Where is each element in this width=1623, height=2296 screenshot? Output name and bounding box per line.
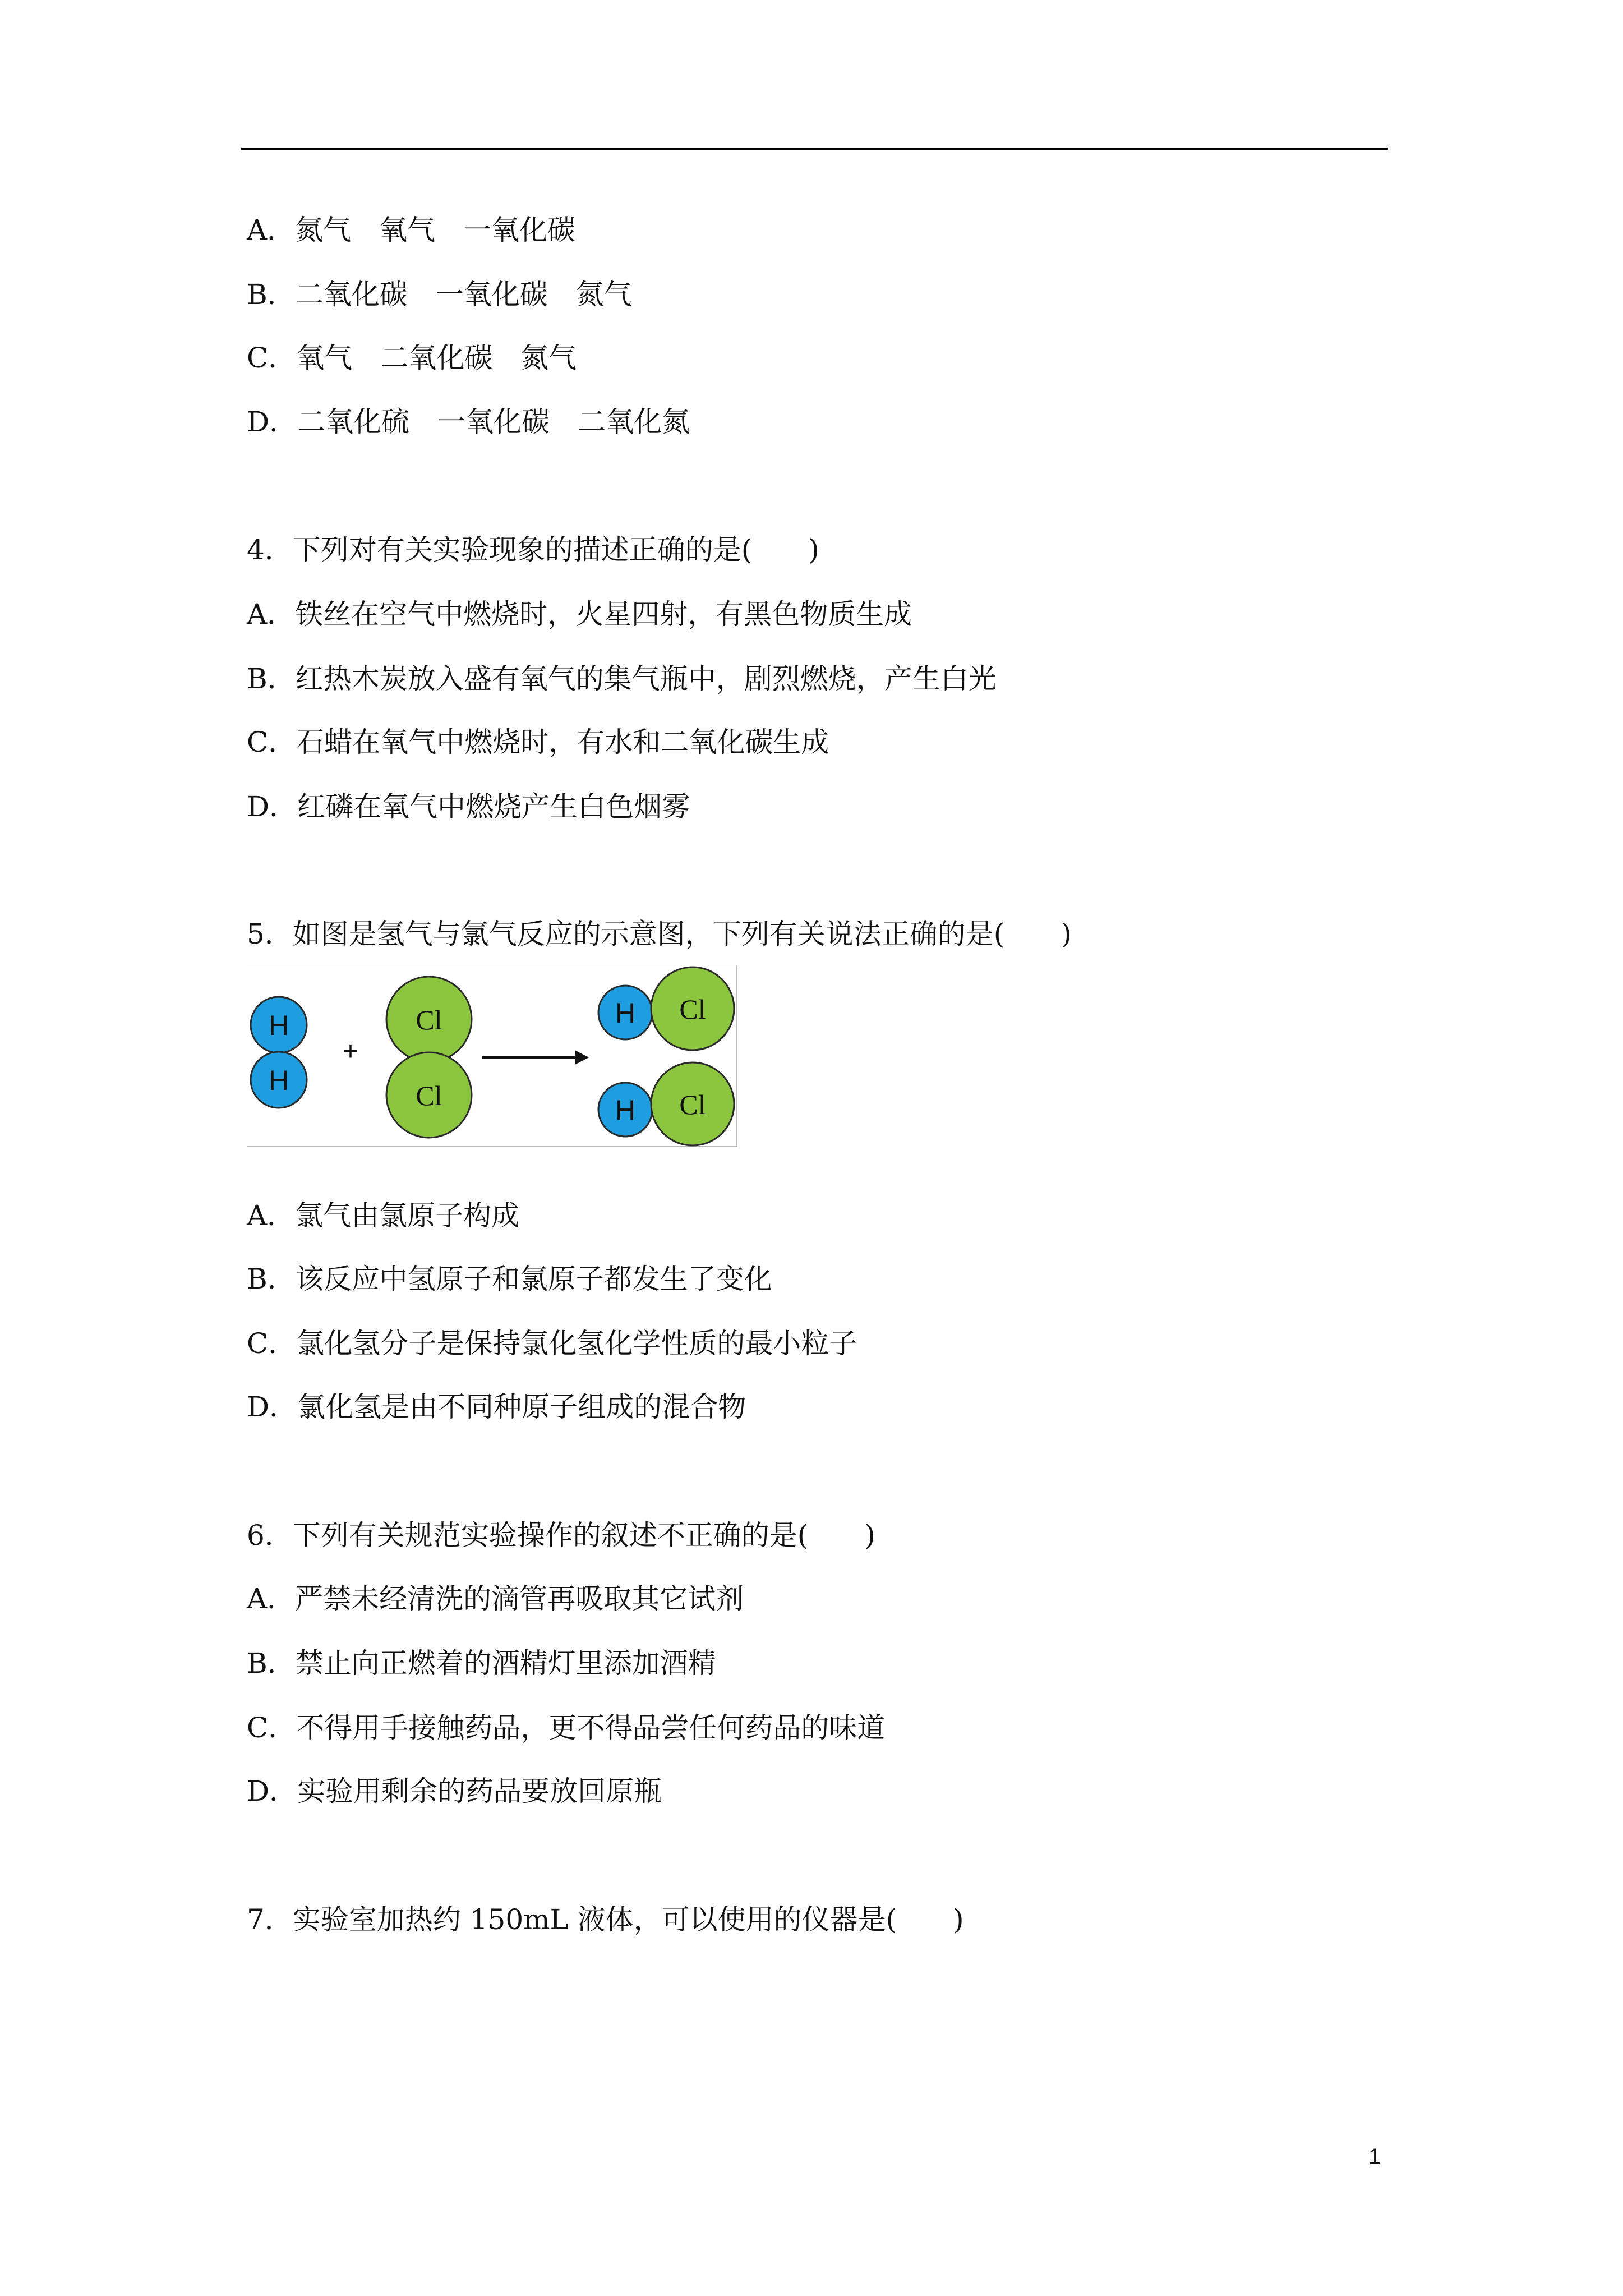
q6-option-d bbox=[247, 1774, 662, 1808]
option-text: 氯化氢分子是保持氯化氢化学性质的最小粒子 bbox=[296, 1327, 857, 1360]
option-label: C． bbox=[247, 1711, 297, 1744]
q6-option-b bbox=[247, 1646, 716, 1680]
option-label: B． bbox=[247, 1263, 296, 1295]
option-label: B． bbox=[247, 662, 296, 695]
option-label: A． bbox=[247, 598, 296, 631]
option-text: 实验用剩余的药品要放回原瓶 bbox=[297, 1775, 662, 1807]
option-text: 二氧化碳 一氧化碳 氮气 bbox=[295, 278, 632, 311]
option-text: 不得用手接触药品，更不得品尝任何药品的味道 bbox=[296, 1711, 886, 1744]
q5-option-a bbox=[247, 1199, 519, 1232]
option-label: A． bbox=[247, 1582, 296, 1615]
svg-text:H: H bbox=[268, 1010, 289, 1041]
q6-option-c bbox=[247, 1711, 885, 1745]
q4-option-b bbox=[247, 662, 997, 696]
page-number: 1 bbox=[1368, 2145, 1381, 2169]
reaction-diagram bbox=[247, 965, 737, 1147]
q7-stem: 7．实验室加热约 150mL 液体，可以使用的仪器是( ) bbox=[247, 1903, 964, 1936]
svg-text:H: H bbox=[268, 1065, 289, 1096]
option-label: B． bbox=[247, 1647, 296, 1680]
option-label: D． bbox=[247, 790, 298, 823]
option-label: C． bbox=[247, 342, 297, 374]
q3-option-a bbox=[247, 213, 575, 247]
q4-option-d bbox=[247, 790, 690, 823]
option-label: A． bbox=[247, 214, 296, 246]
option-text: 红热木炭放入盛有氧气的集气瓶中，剧烈燃烧，产生白光 bbox=[295, 662, 997, 695]
chlorine-molecule bbox=[386, 977, 472, 1138]
option-label: D． bbox=[247, 1775, 298, 1807]
option-text: 铁丝在空气中燃烧时，火星四射，有黑色物质生成 bbox=[295, 598, 912, 631]
hydrogen-atom bbox=[251, 997, 307, 1053]
option-label: D． bbox=[247, 406, 298, 438]
hydrogen-molecule bbox=[251, 997, 307, 1108]
q5-stem: 5．如图是氢气与氯气反应的示意图，下列有关说法正确的是( ) bbox=[247, 918, 1072, 950]
hydrogen-atom bbox=[598, 1083, 652, 1137]
q5-option-c bbox=[247, 1327, 857, 1360]
svg-text:Cl: Cl bbox=[416, 1004, 442, 1036]
option-label: B． bbox=[247, 278, 296, 311]
hydrogen-chloride-molecule bbox=[598, 1062, 734, 1145]
option-text: 禁止向正燃着的酒精灯里添加酒精 bbox=[295, 1647, 716, 1680]
q4-stem: 4．下列对有关实验现象的描述正确的是( ) bbox=[247, 533, 819, 566]
hydrogen-chloride-molecule bbox=[598, 967, 734, 1050]
option-text: 氮气 氧气 一氧化碳 bbox=[295, 214, 576, 246]
plus-sign: + bbox=[342, 1037, 359, 1066]
hydrogen-atom bbox=[251, 1052, 307, 1108]
chlorine-atom bbox=[651, 967, 734, 1050]
option-text: 氯化氢是由不同种原子组成的混合物 bbox=[297, 1391, 746, 1423]
q3-option-b bbox=[247, 278, 632, 311]
q5-option-b bbox=[247, 1262, 772, 1296]
chlorine-atom bbox=[651, 1062, 734, 1145]
option-text: 严禁未经清洗的滴管再吸取其它试剂 bbox=[295, 1582, 744, 1615]
option-text: 红磷在氧气中燃烧产生白色烟雾 bbox=[297, 790, 690, 823]
hydrogen-atom bbox=[598, 986, 652, 1039]
svg-text:Cl: Cl bbox=[416, 1080, 442, 1111]
option-text: 氯气由氯原子构成 bbox=[295, 1199, 520, 1232]
svg-text:Cl: Cl bbox=[679, 993, 706, 1025]
svg-text:Cl: Cl bbox=[679, 1089, 706, 1120]
option-text: 该反应中氢原子和氯原子都发生了变化 bbox=[295, 1263, 772, 1295]
q6-stem: 6．下列有关规范实验操作的叙述不正确的是( ) bbox=[247, 1519, 875, 1552]
chlorine-atom bbox=[386, 977, 472, 1062]
option-text: 二氧化硫 一氧化碳 二氧化氮 bbox=[297, 406, 690, 438]
option-label: C． bbox=[247, 1327, 297, 1360]
option-text: 氧气 二氧化碳 氮气 bbox=[296, 342, 577, 374]
option-label: D． bbox=[247, 1391, 298, 1423]
q4-option-c bbox=[247, 725, 829, 759]
option-text: 石蜡在氧气中燃烧时，有水和二氧化碳生成 bbox=[296, 726, 829, 758]
option-label: A． bbox=[247, 1199, 296, 1232]
q4-option-a bbox=[247, 597, 912, 631]
q6-option-a bbox=[247, 1582, 744, 1616]
reaction-arrow bbox=[482, 1050, 589, 1065]
option-label: C． bbox=[247, 726, 297, 758]
header-rule bbox=[241, 148, 1388, 150]
svg-text:H: H bbox=[615, 1094, 636, 1126]
q3-option-c bbox=[247, 341, 577, 375]
chlorine-atom bbox=[386, 1052, 472, 1138]
svg-text:H: H bbox=[615, 997, 636, 1029]
q3-option-d bbox=[247, 405, 690, 439]
q5-option-d bbox=[247, 1390, 746, 1424]
